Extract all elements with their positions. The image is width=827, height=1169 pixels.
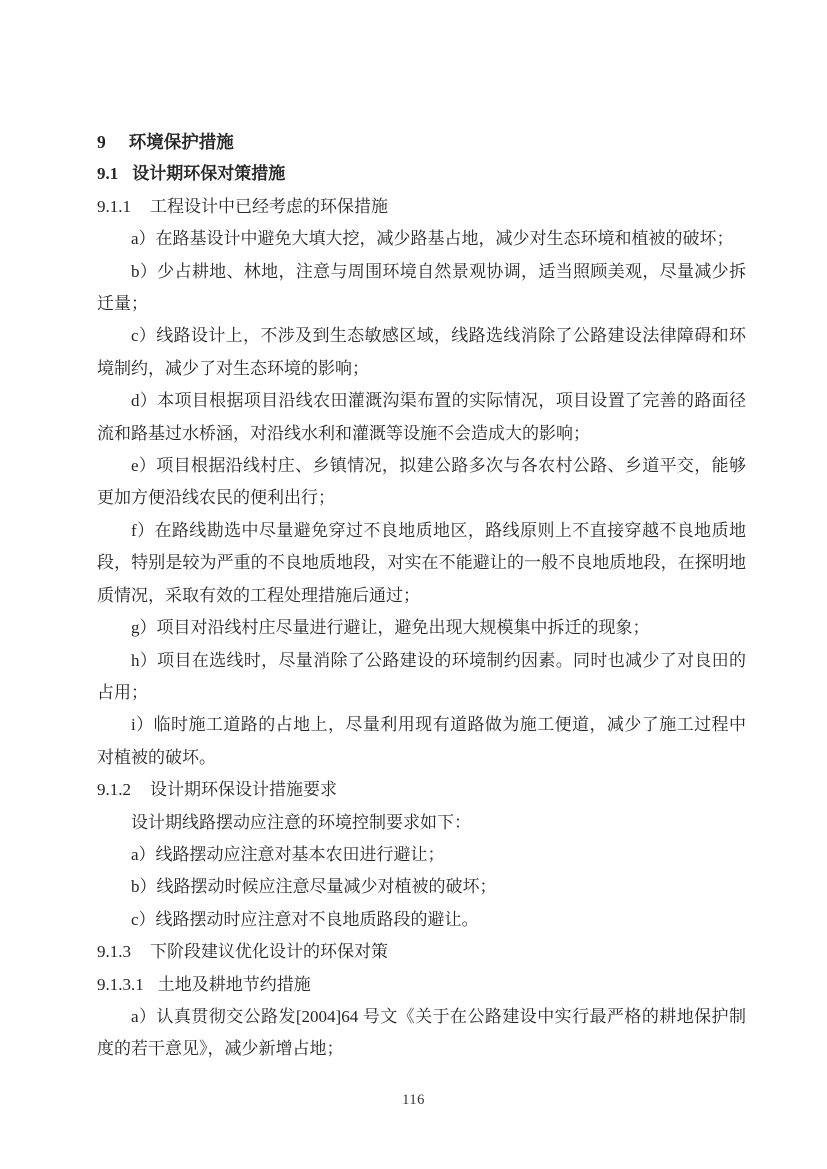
- list-item-9-1-1-d: d）本项目根据项目沿线农田灌溉沟渠布置的实际情况，项目设置了完善的路面径流和路基过水桥涵，对沿线水利和灌溉等设施不会造成大的影响；: [97, 391, 746, 443]
- document-content: [97, 126, 746, 1066]
- subsection-9-1-1-title: 工程设计中已经考虑的环保措施: [150, 196, 388, 216]
- subsection-9-1-2-number: 9.1.2: [97, 780, 131, 800]
- list-item-9-1-1-h: h）项目在选线时，尽量消除了公路建设的环境制约因素。同时也减少了对良田的占用；: [97, 650, 746, 702]
- subsection-9-1-3-1-number: 9.1.3.1: [97, 974, 144, 994]
- list-item-9-1-1-g: g）项目对沿线村庄尽量进行避让，避免出现大规模集中拆迁的现象；: [131, 618, 650, 638]
- subsection-9-1-2-title: 设计期环保设计措施要求: [150, 780, 337, 800]
- subsection-9-1-2-heading: [97, 774, 746, 806]
- section-9-1-heading: [97, 158, 746, 190]
- list-item-9-1-3-1-a: a）认真贯彻交公路发[2004]64 号文《关于在公路建设中实行最严格的耕地保护制度的若干意见》，减少新增占地；: [97, 1006, 746, 1059]
- paragraph-9-1-2-intro: 设计期线路摆动应注意的环境控制要求如下：: [131, 812, 471, 832]
- subsection-9-1-3-1-title: 土地及耕地节约措施: [157, 974, 311, 994]
- subsection-9-1-1-heading: [97, 191, 746, 223]
- subsection-9-1-3-heading: [97, 936, 746, 968]
- list-item-9-1-1-e: e）项目根据沿线村庄、乡镇情况，拟建公路多次与各农村公路、乡道平交，能够更加方便沿线农民的便利出行；: [97, 456, 746, 508]
- list-item-9-1-1-b: b）少占耕地、林地，注意与周围环境自然景观协调，适当照顾美观，尽量减少拆迁量；: [97, 261, 746, 314]
- chapter-title: 环境保护措施: [128, 132, 234, 152]
- section-9-1-number: 9.1: [97, 164, 119, 184]
- page-footer: [0, 1091, 827, 1109]
- chapter-heading: [97, 126, 746, 158]
- subsection-9-1-3-number: 9.1.3: [97, 942, 131, 962]
- list-item-9-1-2-b: b）线路摆动时候应注意尽量减少对植被的破坏；: [131, 877, 497, 897]
- page-number: 116: [402, 1092, 425, 1108]
- list-item-9-1-1-f: f）在路线勘选中尽量避免穿过不良地质地区，路线原则上不直接穿越不良地质地段，特别是较为严重的不良地质地段，对实在不能避让的一般不良地质地段，在探明地质情况，采取有效的工程处理措施后通过；: [97, 520, 746, 605]
- subsection-9-1-3-title: 下阶段建议优化设计的环保对策: [150, 942, 388, 962]
- list-item-9-1-1-i: i）临时施工道路的占地上，尽量利用现有道路做为施工便道，减少了施工过程中对植被的破坏。: [97, 715, 746, 767]
- section-9-1-title: 设计期环保对策措施: [132, 164, 286, 184]
- subsection-9-1-3-1-heading: [97, 969, 746, 1001]
- chapter-number: 9: [97, 132, 106, 152]
- list-item-9-1-2-c: c）线路摆动时应注意对不良地质路段的避让。: [131, 909, 479, 929]
- list-item-9-1-1-a: a）在路基设计中避免大填大挖，减少路基占地，减少对生态环境和植被的破坏；: [131, 229, 734, 249]
- list-item-9-1-2-a: a）线路摆动应注意对基本农田进行避让；: [131, 844, 445, 864]
- list-item-9-1-1-c: c）线路设计上，不涉及到生态敏感区域，线路选线消除了公路建设法律障碍和环境制约，减少了对生态环境的影响；: [97, 326, 746, 378]
- subsection-9-1-1-number: 9.1.1: [97, 196, 131, 216]
